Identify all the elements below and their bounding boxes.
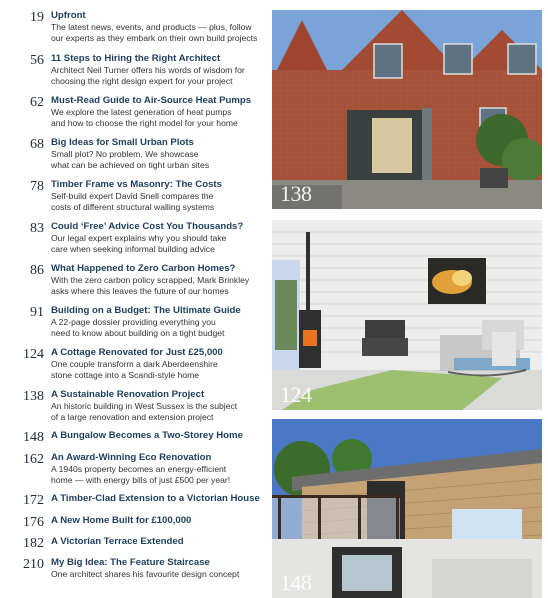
page-number: 210 [23,557,44,572]
page-number: 124 [23,347,44,362]
entry-title: 11 Steps to Hiring the Right Architect [51,53,221,64]
page-number: 182 [23,536,44,551]
photo-bungalow-extension[interactable] [272,419,542,598]
page-number: 162 [23,452,44,467]
page-number: 138 [23,389,44,404]
entry-title: Could ‘Free’ Advice Cost You Thousands? [51,221,244,232]
page-number: 68 [30,137,44,152]
page-number: 62 [30,95,44,110]
entry-title: Building on a Budget: The Ultimate Guide [51,305,241,316]
entry-title: An Award-Winning Eco Renovation [51,452,212,463]
page-number: 91 [30,305,44,320]
entry-description: Small plot? No problem. We showcase what can be achieved on tight urban sites [51,149,210,170]
page-number: 86 [30,263,44,278]
house-exterior-image [272,10,542,209]
contents-list [0,0,268,598]
entry-description: A 1940s property becomes an energy-efficient home — with energy bills of just £500 per year! [51,464,231,485]
page-number: 172 [23,493,44,508]
entry-title: Upfront [51,10,86,21]
entry-title: A Bungalow Becomes a Two-Storey Home [51,430,243,441]
entry-title: A Sustainable Renovation Project [51,389,205,400]
page-number: 83 [30,221,44,236]
photo-page-number: 148 [280,570,312,595]
entry-description: One couple transform a dark Aberdeenshire stone cottage into a Scandi-style home [51,359,218,380]
entry-title: Big Ideas for Small Urban Plots [51,137,194,148]
entry-title: What Happened to Zero Carbon Homes? [51,263,236,274]
page-number: 78 [30,179,44,194]
entry-description: One architect shares his favourite design concept [51,569,240,579]
entry-title: My Big Idea: The Feature Staircase [51,557,210,568]
entry-description: With the zero carbon policy scrapped, Mark Brinkley asks where this leaves the future of our homes [51,275,250,296]
entry-title: A New Home Built for £100,000 [51,515,192,526]
photo-brick-house[interactable] [272,10,542,209]
bungalow-exterior-image [272,419,542,598]
photo-scandi-interior[interactable] [272,220,542,410]
interior-image [272,220,542,410]
entry-title: A Victorian Terrace Extended [51,536,184,547]
page-number: 148 [23,430,44,445]
page-number: 176 [23,515,44,530]
entry-title: A Cottage Renovated for Just £25,000 [51,347,223,358]
entry-title: Timber Frame vs Masonry: The Costs [51,179,222,190]
page-number: 56 [30,53,44,68]
page-number: 19 [30,10,44,25]
photo-page-number: 124 [280,382,312,407]
entry-description: A 22-page dossier providing everything you need to know about building on a tight budget [51,317,225,338]
entry-title: A Timber-Clad Extension to a Victorian House [51,493,260,504]
entry-title: Must-Read Guide to Air-Source Heat Pumps [51,95,252,106]
entry-description: Our legal expert explains why you should take care when seeking informal building advice [51,233,227,254]
entry-description: The latest news, events, and products — plus, follow our experts as they embark on their own build projects [51,22,258,43]
entry-description: Self-build expert David Snell compares the costs of different structural walling systems [51,191,215,212]
entry-description: We explore the latest generation of heat pumps and how to choose the right model for your home [51,107,238,128]
photo-page-number: 138 [280,181,312,206]
entry-description: An historic building in West Sussex is the subject of a large renovation and extension project [51,401,238,422]
entry-description: Architect Neil Turner offers his words of wisdom for choosing the right design expert for your project [51,65,245,86]
